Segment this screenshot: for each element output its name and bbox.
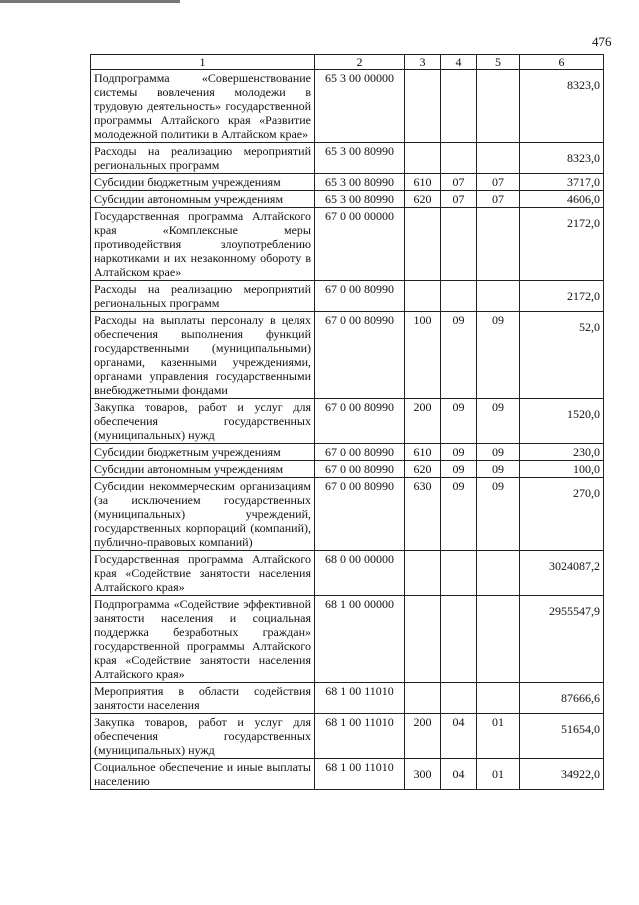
row-rz-cell: 07 (441, 174, 477, 191)
table-row (91, 478, 604, 551)
row-pr-cell: 01 (477, 714, 520, 759)
table-row (91, 461, 604, 478)
budget-table (90, 54, 604, 790)
row-rz-cell (441, 683, 477, 714)
row-name-cell: Государственная программа Алтайского края «Содействие занятости населения Алтайского края» (91, 551, 315, 596)
row-pr-cell (477, 208, 520, 281)
row-pr-cell: 01 (477, 759, 520, 790)
row-pr-cell: 09 (477, 444, 520, 461)
row-name-cell: Субсидии некоммерческим организациям (за исключением государственных (муниципальных) учреждений, государственных корпораций (компаний), публично-правовых компаний) (91, 478, 315, 551)
table-row (91, 208, 604, 281)
table-row (91, 399, 604, 444)
row-code-cell: 67 0 00 80990 (315, 444, 405, 461)
row-vr-cell: 610 (405, 444, 441, 461)
row-rz-cell (441, 281, 477, 312)
row-rz-cell: 07 (441, 191, 477, 208)
row-pr-cell: 07 (477, 191, 520, 208)
table-row (91, 683, 604, 714)
row-name-cell: Субсидии автономным учреждениям (91, 191, 315, 208)
table-row (91, 191, 604, 208)
table-row (91, 444, 604, 461)
row-pr-cell (477, 143, 520, 174)
header-row (91, 55, 604, 70)
header-cell: 4 (441, 55, 477, 70)
page-number: 476 (592, 34, 612, 49)
row-code-cell: 68 1 00 11010 (315, 683, 405, 714)
row-sum-cell: 3717,0 (520, 174, 604, 191)
row-code-cell: 67 0 00 80990 (315, 461, 405, 478)
table-row (91, 174, 604, 191)
row-name-cell: Подпрограмма «Содействие эффективной занятости населения и социальная поддержка безработных граждан» государственной программы Алтайского края «Содействие занятости населения Алтайского края» (91, 596, 315, 683)
table-row (91, 714, 604, 759)
row-name-cell: Субсидии бюджетным учреждениям (91, 174, 315, 191)
row-code-cell: 68 0 00 00000 (315, 551, 405, 596)
row-name-cell: Закупка товаров, работ и услуг для обеспечения государственных (муниципальных) нужд (91, 399, 315, 444)
row-rz-cell: 04 (441, 714, 477, 759)
row-name-cell: Расходы на реализацию мероприятий региональных программ (91, 281, 315, 312)
row-name-cell: Мероприятия в области содействия занятости населения (91, 683, 315, 714)
header-cell: 1 (91, 55, 315, 70)
row-rz-cell (441, 551, 477, 596)
row-sum-cell: 2172,0 (520, 281, 604, 312)
row-pr-cell: 09 (477, 312, 520, 399)
row-sum-cell: 87666,6 (520, 683, 604, 714)
row-code-cell: 67 0 00 80990 (315, 399, 405, 444)
row-code-cell: 67 0 00 80990 (315, 478, 405, 551)
row-code-cell: 65 3 00 80990 (315, 174, 405, 191)
row-code-cell: 68 1 00 11010 (315, 759, 405, 790)
row-pr-cell: 09 (477, 461, 520, 478)
row-sum-cell: 34922,0 (520, 759, 604, 790)
table-row (91, 596, 604, 683)
row-pr-cell (477, 281, 520, 312)
row-sum-cell: 3024087,2 (520, 551, 604, 596)
row-sum-cell: 230,0 (520, 444, 604, 461)
row-rz-cell: 09 (441, 461, 477, 478)
row-vr-cell (405, 143, 441, 174)
table-row (91, 551, 604, 596)
row-sum-cell: 100,0 (520, 461, 604, 478)
row-pr-cell: 07 (477, 174, 520, 191)
row-vr-cell: 620 (405, 461, 441, 478)
row-vr-cell: 100 (405, 312, 441, 399)
row-vr-cell: 300 (405, 759, 441, 790)
row-sum-cell: 2172,0 (520, 208, 604, 281)
row-name-cell: Подпрограмма «Совершенствование системы вовлечения молодежи в трудовую деятельность» государственной программы Алтайского края «Развитие молодежной политики в Алтайском крае» (91, 70, 315, 143)
row-rz-cell (441, 208, 477, 281)
row-vr-cell (405, 70, 441, 143)
row-rz-cell (441, 143, 477, 174)
row-rz-cell: 04 (441, 759, 477, 790)
row-pr-cell: 09 (477, 478, 520, 551)
header-cell: 2 (315, 55, 405, 70)
row-rz-cell: 09 (441, 444, 477, 461)
row-pr-cell: 09 (477, 399, 520, 444)
row-name-cell: Субсидии автономным учреждениям (91, 461, 315, 478)
row-code-cell: 67 0 00 80990 (315, 281, 405, 312)
row-code-cell: 65 3 00 00000 (315, 70, 405, 143)
row-code-cell: 65 3 00 80990 (315, 191, 405, 208)
row-vr-cell: 200 (405, 714, 441, 759)
row-name-cell: Субсидии бюджетным учреждениям (91, 444, 315, 461)
row-sum-cell: 1520,0 (520, 399, 604, 444)
table-row (91, 70, 604, 143)
row-vr-cell: 610 (405, 174, 441, 191)
row-sum-cell: 52,0 (520, 312, 604, 399)
row-rz-cell (441, 70, 477, 143)
row-vr-cell: 200 (405, 399, 441, 444)
row-vr-cell (405, 551, 441, 596)
row-name-cell: Социальное обеспечение и иные выплаты населению (91, 759, 315, 790)
row-rz-cell: 09 (441, 478, 477, 551)
row-name-cell: Закупка товаров, работ и услуг для обеспечения государственных (муниципальных) нужд (91, 714, 315, 759)
row-sum-cell: 270,0 (520, 478, 604, 551)
table-row (91, 281, 604, 312)
table-row (91, 312, 604, 399)
row-name-cell: Расходы на реализацию мероприятий региональных программ (91, 143, 315, 174)
row-code-cell: 67 0 00 80990 (315, 312, 405, 399)
table-row (91, 759, 604, 790)
table-row (91, 143, 604, 174)
row-sum-cell: 4606,0 (520, 191, 604, 208)
row-vr-cell (405, 683, 441, 714)
row-vr-cell: 630 (405, 478, 441, 551)
row-name-cell: Расходы на выплаты персоналу в целях обеспечения выполнения функций государственными (муниципальными) органами, казенными учреждениями, органами управления государственными внебюджетными фондами (91, 312, 315, 399)
row-name-cell: Государственная программа Алтайского края «Комплексные меры противодействия злоупотреблению наркотиками и их незаконному обороту в Алтайском крае» (91, 208, 315, 281)
row-rz-cell: 09 (441, 399, 477, 444)
row-sum-cell: 8323,0 (520, 143, 604, 174)
row-code-cell: 67 0 00 00000 (315, 208, 405, 281)
row-sum-cell: 8323,0 (520, 70, 604, 143)
header-cell: 6 (520, 55, 604, 70)
header-cell: 3 (405, 55, 441, 70)
row-vr-cell (405, 281, 441, 312)
row-rz-cell (441, 596, 477, 683)
row-code-cell: 68 1 00 00000 (315, 596, 405, 683)
row-rz-cell: 09 (441, 312, 477, 399)
row-code-cell: 68 1 00 11010 (315, 714, 405, 759)
header-cell: 5 (477, 55, 520, 70)
top-rule (0, 0, 180, 3)
row-pr-cell (477, 683, 520, 714)
row-pr-cell (477, 70, 520, 143)
row-pr-cell (477, 596, 520, 683)
row-sum-cell: 2955547,9 (520, 596, 604, 683)
row-code-cell: 65 3 00 80990 (315, 143, 405, 174)
row-vr-cell (405, 596, 441, 683)
row-sum-cell: 51654,0 (520, 714, 604, 759)
row-vr-cell (405, 208, 441, 281)
row-vr-cell: 620 (405, 191, 441, 208)
row-pr-cell (477, 551, 520, 596)
